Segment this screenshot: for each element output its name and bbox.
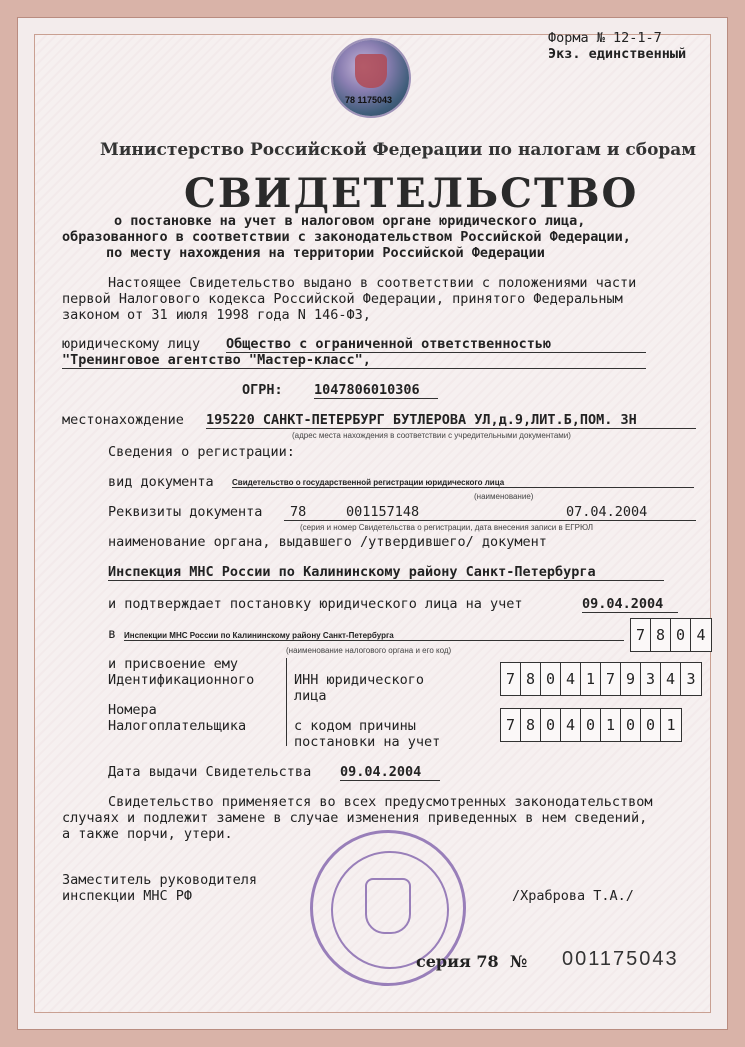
kpp-label-2: постановки на учет xyxy=(294,734,441,750)
subtitle-line-2: образованного в соответствии с законодательством Российской Федерации, xyxy=(62,229,631,245)
assign-line-1: и присвоение ему xyxy=(108,656,239,672)
signer-position-2: инспекции МНС РФ xyxy=(62,888,193,904)
serial-series: серия 78 xyxy=(416,952,499,971)
ministry-name: Министерство Российской Федерации по налогам и сборам xyxy=(100,140,697,160)
issuer-value: Инспекция МНС России по Калининскому району Санкт-Петербурга xyxy=(108,564,664,581)
intro-line-2: первой Налогового кодекса Российской Федерации, принятого Федеральным xyxy=(62,291,623,307)
validity-line-3: а также порчи, утери. xyxy=(62,826,233,842)
validity-line-1: Свидетельство применяется во всех предусмотренных законодательством xyxy=(108,794,653,810)
authority-code-digit: 0 xyxy=(671,619,691,651)
authority-code-digit: 7 xyxy=(631,619,651,651)
serial-no-sign: № xyxy=(510,952,528,971)
hologram-sticker xyxy=(333,40,409,116)
seal-eagle-icon xyxy=(365,878,411,934)
inn-digit: 8 xyxy=(521,663,541,695)
form-number: Форма № 12-1-7 xyxy=(548,30,662,46)
inn-boxes xyxy=(500,662,702,696)
doc-type-caption: (наименование) xyxy=(474,492,534,501)
inn-digit: 1 xyxy=(581,663,601,695)
authority-value: Инспекции МНС России по Калининскому району Санкт-Петербурга xyxy=(124,631,624,641)
hologram-number: 78 1175043 xyxy=(345,95,393,105)
inn-digit: 0 xyxy=(541,663,561,695)
eagle-emblem-icon xyxy=(355,54,387,88)
location-label: местонахождение xyxy=(62,412,184,428)
entity-name-line-2: "Тренинговое агентство "Мастер-класс", xyxy=(62,352,646,369)
kpp-digit: 7 xyxy=(501,709,521,741)
assign-line-2: Идентификационного xyxy=(108,672,255,688)
assign-divider xyxy=(286,658,287,746)
authority-code-boxes xyxy=(630,618,712,652)
inn-digit: 9 xyxy=(621,663,641,695)
kpp-digit: 0 xyxy=(641,709,661,741)
inn-digit: 7 xyxy=(501,663,521,695)
inn-digit: 3 xyxy=(686,670,696,688)
inn-digit: 7 xyxy=(601,663,621,695)
location-caption: (адрес места нахождения в соответствии с учредительными документами) xyxy=(292,431,571,440)
kpp-digit: 0 xyxy=(541,709,561,741)
doc-details-caption: (серия и номер Свидетельства о регистрации, дата внесения записи в ЕГРЮЛ xyxy=(300,523,593,532)
kpp-label-1: с кодом причины xyxy=(294,718,416,734)
subtitle-line-3: по месту нахождения на территории Российской Федерации xyxy=(106,245,545,261)
location-value: 195220 САНКТ-ПЕТЕРБУРГ БУТЛЕРОВА УЛ,д.9,ЛИТ.Б,ПОМ. 3Н xyxy=(206,412,696,429)
signer-name: /Храброва Т.А./ xyxy=(512,888,634,904)
assign-line-4: Налогоплательщика xyxy=(108,718,247,734)
ogrn-value: 1047806010306 xyxy=(314,382,438,399)
confirm-text: и подтверждает постановку юридического лица на учет xyxy=(108,596,523,612)
doc-date: 07.04.2004 xyxy=(566,504,648,520)
doc-details-label: Реквизиты документа xyxy=(108,504,263,520)
inn-digit: 4 xyxy=(661,663,681,695)
doc-type-value: Свидетельство о государственной регистрации юридического лица xyxy=(232,478,694,488)
kpp-digit: 8 xyxy=(521,709,541,741)
assign-line-3: Номера xyxy=(108,702,157,718)
signer-position-1: Заместитель руководителя xyxy=(62,872,258,888)
intro-line-3: законом от 31 июля 1998 года N 146-ФЗ, xyxy=(62,307,371,323)
inn-digit: 3 xyxy=(641,663,661,695)
kpp-digit: 4 xyxy=(561,709,581,741)
authority-in: в xyxy=(108,626,117,642)
issue-date: 09.04.2004 xyxy=(340,764,440,781)
issue-label: Дата выдачи Свидетельства xyxy=(108,764,312,780)
validity-line-2: случаях и подлежит замене в случае изменения приведенных в нем сведений, xyxy=(62,810,648,826)
kpp-digit: 1 xyxy=(666,716,676,734)
doc-number: 001157148 xyxy=(346,504,420,520)
issuer-label: наименование органа, выдавшего /утвердившего/ документ xyxy=(108,534,547,550)
authority-code-digit: 8 xyxy=(651,619,671,651)
subtitle-line-1: о постановке на учет в налоговом органе юридического лица, xyxy=(114,213,586,229)
inn-label-2: лица xyxy=(294,688,327,704)
document-title: СВИДЕТЕЛЬСТВО xyxy=(184,170,639,217)
ogrn-label: ОГРН: xyxy=(242,382,283,398)
entity-name-line-1: Общество с ограниченной ответственностью xyxy=(226,336,646,353)
authority-caption: (наименование налогового органа и его код) xyxy=(286,646,452,655)
doc-type-label: вид документа xyxy=(108,474,214,490)
kpp-digit: 0 xyxy=(581,709,601,741)
kpp-digit: 0 xyxy=(621,709,641,741)
kpp-boxes xyxy=(500,708,682,742)
intro-line-1: Настоящее Свидетельство выдано в соответствии с положениями части xyxy=(108,275,637,291)
doc-series: 78 xyxy=(290,504,307,520)
inn-label-1: ИНН юридического xyxy=(294,672,425,688)
serial-number: 001175043 xyxy=(562,948,679,970)
authority-code-digit: 4 xyxy=(696,626,706,644)
entity-label: юридическому лицу xyxy=(62,336,201,352)
inn-digit: 4 xyxy=(561,663,581,695)
kpp-digit: 1 xyxy=(601,709,621,741)
confirm-date: 09.04.2004 xyxy=(582,596,678,613)
registration-heading: Сведения о регистрации: xyxy=(108,444,295,460)
copy-note: Экз. единственный xyxy=(548,46,687,62)
